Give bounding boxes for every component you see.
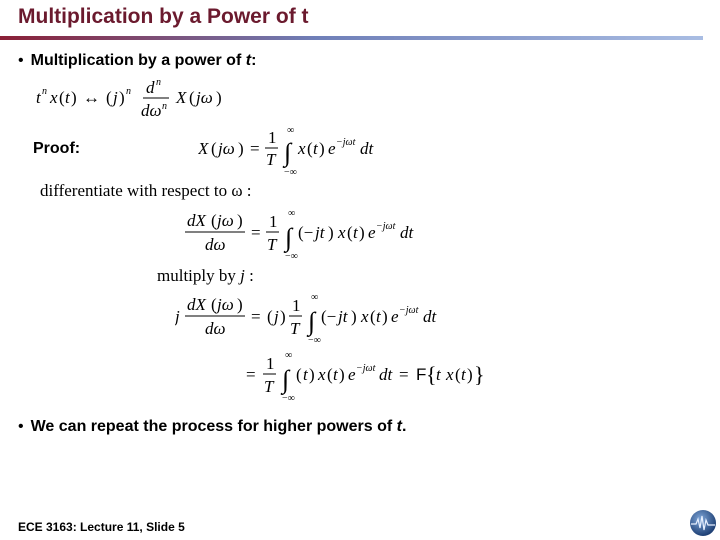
svg-text:t: t	[376, 307, 381, 326]
svg-text:jω: jω	[217, 211, 234, 230]
bullet1-var: t	[245, 52, 252, 69]
svg-text:jt: jt	[338, 307, 348, 326]
svg-text:dt: dt	[379, 365, 393, 384]
svg-text:t: t	[353, 223, 358, 242]
bullet-power-of-t	[18, 52, 256, 70]
svg-text:): )	[238, 139, 244, 158]
svg-text:t: t	[36, 88, 41, 107]
svg-text:}: }	[474, 362, 485, 387]
svg-text:(: (	[211, 139, 217, 158]
svg-text:=: =	[399, 365, 409, 384]
slide-footer: ECE 3163: Lecture 11, Slide 5	[18, 520, 185, 534]
svg-text:∞: ∞	[287, 125, 295, 136]
svg-text:{: {	[426, 362, 437, 387]
globe-icon	[688, 508, 718, 538]
svg-text:(: (	[370, 307, 376, 326]
svg-text:): )	[359, 223, 365, 242]
svg-text:−jωt: −jωt	[376, 221, 396, 232]
svg-text:(−: (−	[298, 223, 314, 242]
svg-text:T: T	[264, 377, 274, 396]
svg-text:dt: dt	[360, 139, 374, 158]
svg-text:): )	[280, 307, 286, 326]
svg-text:∞: ∞	[285, 350, 293, 361]
svg-text:1: 1	[269, 212, 278, 231]
svg-text:dω: dω	[205, 319, 226, 338]
svg-text:=: =	[250, 139, 260, 158]
svg-text:t: t	[436, 365, 441, 384]
multiply-colon: :	[244, 266, 254, 285]
svg-text:): )	[467, 365, 473, 384]
svg-text:): )	[309, 365, 315, 384]
bullet1-colon: :	[251, 52, 257, 69]
svg-text:∫: ∫	[308, 307, 316, 336]
svg-text:(: (	[267, 307, 273, 326]
svg-text:(: (	[327, 365, 333, 384]
svg-text:∞: ∞	[311, 292, 319, 303]
svg-text:t: t	[313, 139, 318, 158]
svg-text:T: T	[266, 150, 276, 169]
svg-text:): )	[382, 307, 388, 326]
svg-text:): )	[119, 88, 125, 107]
svg-text:): )	[328, 223, 334, 242]
svg-text:∫: ∫	[282, 365, 290, 394]
svg-text:e: e	[391, 307, 399, 326]
svg-text:x: x	[338, 223, 346, 242]
svg-text:(: (	[211, 295, 217, 314]
svg-text:t: t	[333, 365, 338, 384]
svg-text:jω: jω	[217, 295, 234, 314]
svg-text:−∞: −∞	[284, 167, 297, 177]
bullet2-text: We can repeat the process for higher powers of	[30, 418, 397, 435]
svg-text:(: (	[106, 88, 112, 107]
svg-text:j: j	[113, 88, 118, 107]
svg-text:dω: dω	[205, 235, 226, 254]
title-divider	[0, 36, 703, 40]
svg-text:x: x	[446, 365, 454, 384]
svg-text:): )	[237, 211, 243, 230]
svg-text:j: j	[274, 307, 279, 326]
derivative-equation	[185, 206, 425, 262]
svg-text:(: (	[347, 223, 353, 242]
svg-text:=: =	[251, 223, 261, 242]
svg-text:e: e	[328, 139, 336, 158]
svg-text:n: n	[126, 86, 131, 97]
svg-text:F: F	[416, 365, 427, 384]
svg-text:−∞: −∞	[285, 251, 298, 262]
multiply-label: multiply by	[157, 266, 241, 285]
slide-title: Multiplication by a Power of t	[18, 5, 309, 28]
bullet-dot: •	[18, 418, 24, 435]
differentiate-text: differentiate with respect to ω :	[40, 181, 252, 200]
svg-text:(: (	[59, 88, 65, 107]
svg-text:T: T	[290, 319, 300, 338]
svg-text:jω: jω	[218, 139, 235, 158]
svg-text:e: e	[348, 365, 356, 384]
svg-text:): )	[351, 307, 357, 326]
svg-text:(: (	[455, 365, 461, 384]
svg-text:dt: dt	[400, 223, 414, 242]
svg-text:−∞: −∞	[282, 393, 295, 404]
multiply-text	[157, 266, 254, 286]
svg-text:∫: ∫	[284, 138, 292, 167]
svg-text:x: x	[50, 88, 58, 107]
svg-text:X: X	[198, 139, 209, 158]
svg-text:t: t	[461, 365, 466, 384]
svg-text:): )	[339, 365, 345, 384]
svg-text:dX: dX	[187, 211, 206, 230]
bullet1-text: Multiplication by a power of	[30, 52, 246, 69]
svg-text:−jωt: −jωt	[356, 363, 376, 374]
svg-text:↔: ↔	[83, 88, 100, 107]
result-equation	[246, 350, 491, 404]
svg-text:(: (	[189, 88, 195, 107]
svg-text:d: d	[146, 78, 155, 97]
svg-text:X: X	[176, 88, 187, 107]
bullet-dot: •	[18, 52, 24, 69]
svg-text:x: x	[318, 365, 326, 384]
svg-text:n: n	[42, 86, 47, 97]
svg-text:=: =	[251, 307, 261, 326]
svg-text:∫: ∫	[285, 223, 293, 252]
svg-text:1: 1	[266, 354, 275, 373]
svg-text:−jωt: −jωt	[399, 305, 419, 316]
svg-text:=: =	[246, 365, 256, 384]
property-formula	[36, 76, 246, 122]
svg-text:): )	[319, 139, 325, 158]
svg-text:dt: dt	[423, 307, 437, 326]
svg-text:jω: jω	[196, 88, 213, 107]
svg-text:jt: jt	[315, 223, 325, 242]
svg-text:−jωt: −jωt	[336, 137, 356, 148]
svg-text:x: x	[298, 139, 306, 158]
svg-text:(−: (−	[321, 307, 337, 326]
svg-text:∞: ∞	[288, 208, 296, 219]
bullet2-period: .	[401, 418, 407, 435]
svg-text:): )	[71, 88, 77, 107]
multiplied-equation	[175, 290, 450, 346]
svg-text:n: n	[156, 77, 161, 88]
svg-text:dX: dX	[187, 295, 206, 314]
svg-text:(: (	[307, 139, 313, 158]
bullet-higher-powers	[18, 418, 406, 436]
fourier-definition	[198, 125, 388, 177]
svg-text:(: (	[296, 365, 302, 384]
svg-text:−∞: −∞	[308, 335, 321, 346]
svg-text:t: t	[65, 88, 70, 107]
svg-text:): )	[216, 88, 222, 107]
svg-text:T: T	[267, 235, 277, 254]
multiply-var: j	[240, 266, 245, 285]
svg-text:t: t	[303, 365, 308, 384]
svg-text:1: 1	[268, 128, 277, 147]
svg-text:x: x	[361, 307, 369, 326]
proof-label: Proof:	[33, 140, 81, 157]
svg-text:j: j	[175, 307, 180, 326]
bullet2-var: t	[396, 418, 402, 435]
svg-text:n: n	[162, 101, 167, 112]
svg-text:1: 1	[292, 296, 301, 315]
svg-text:dω: dω	[141, 101, 162, 120]
svg-text:): )	[237, 295, 243, 314]
svg-text:e: e	[368, 223, 376, 242]
svg-text:(: (	[211, 211, 217, 230]
